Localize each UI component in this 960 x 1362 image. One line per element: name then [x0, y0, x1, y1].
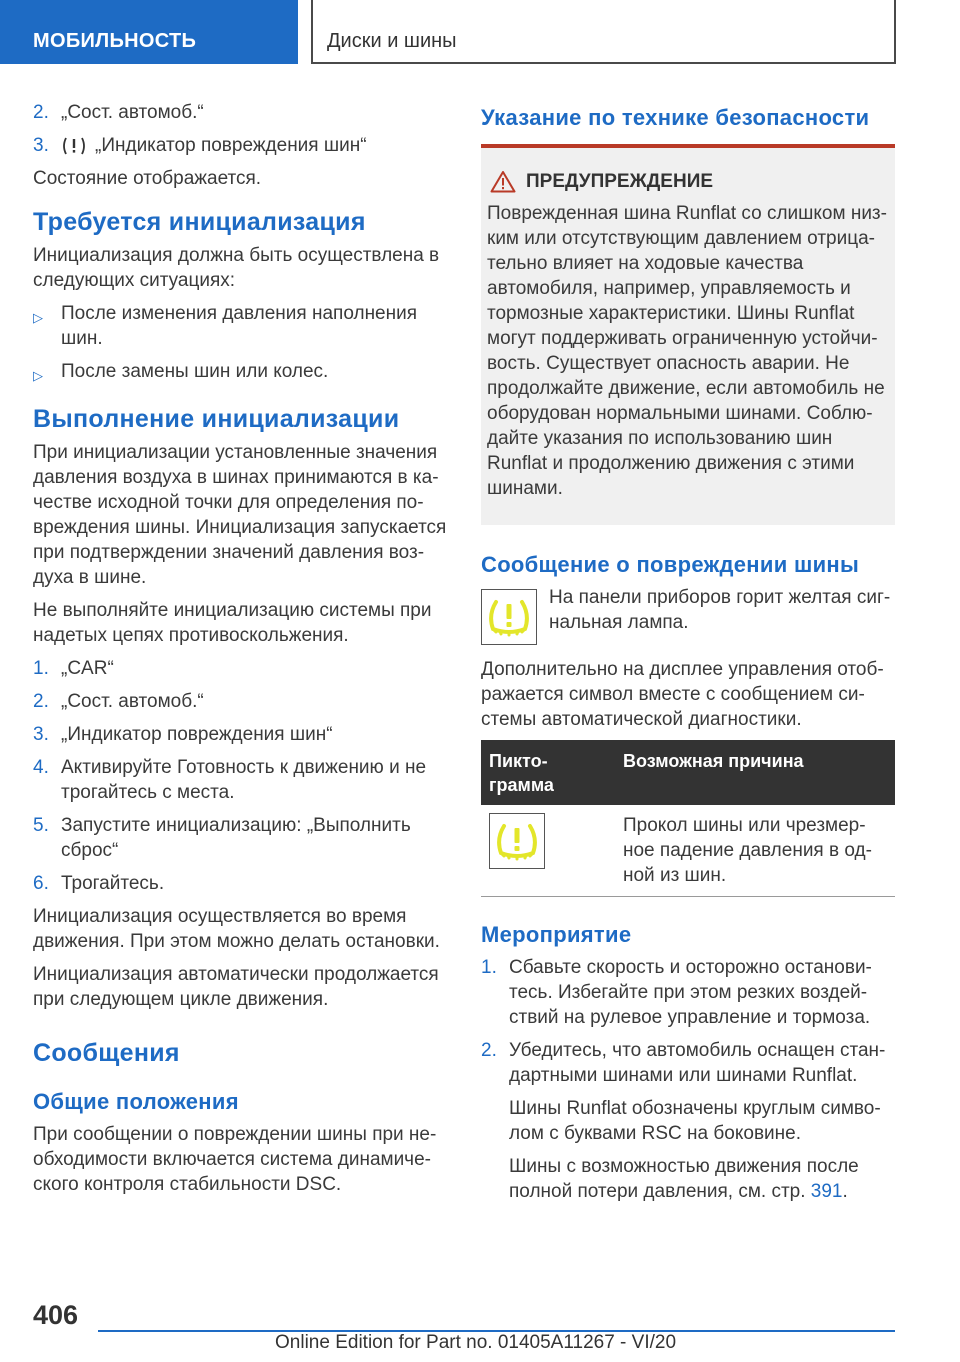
list-item: 5. Запустите инициализацию: „Выполнить сброс“: [33, 815, 411, 861]
table-header-pictogram: Пикто-грамма: [481, 740, 615, 805]
list-item: 2. „Сост. автомоб.“: [33, 102, 204, 123]
page-link-391[interactable]: 391: [810, 1181, 843, 1202]
footer-edition: Online Edition for Part no. 01405A11267 - VI/20: [275, 1332, 677, 1353]
cause-table: [481, 740, 895, 897]
list-item: ▷ После замены шин или колес.: [33, 359, 448, 388]
warning-text: Поврежденная шина Runflat со слишком низ-ким или отсутствующим давлением отрица-тельно влияет на ходовые качества автомобиля, например, управляемость и тормозные характеристики. Шины Runflat могут поддерживать ограниченную устойчи-вость. Существует опасность аварии. Не продолжайте движение, если автомобиль не оборудован нормальными шинами. Соблю-дайте указания по использованию шин Runflat и продолжению движения с этими шинами.: [487, 203, 887, 499]
tire-pressure-warning-icon: [489, 813, 545, 869]
tire-pressure-warning-icon: [61, 135, 87, 157]
heading-tire-message: Сообщение о повреждении шины: [481, 552, 860, 577]
table-row: Прокол шины или чрезмер-ное падение давления в од-ной из шин.: [481, 805, 895, 897]
heading-safety: Указание по технике безопасности: [481, 105, 870, 130]
chapter-title: Диски и шины: [311, 0, 896, 64]
tire-pressure-warning-icon: [481, 589, 537, 645]
list-item: ▷ После изменения давления наполнения шин.: [33, 303, 418, 349]
list-item: 4. Активируйте Готовность к движению и не трогайтесь с места.: [33, 757, 427, 803]
warning-title: ПРЕДУПРЕЖДЕНИЕ: [526, 170, 714, 192]
status-text: Состояние отображается.: [33, 168, 262, 189]
heading-messages: Сообщения: [33, 1039, 180, 1067]
list-item: 1. Сбавьте скорость и осторожно останови-тесь. Избегайте при этом резких воздей-ствий на рулевое управление и тормоза.: [481, 957, 872, 1028]
list-item: 6. Трогайтесь.: [33, 873, 165, 894]
heading-perform-init: Выполнение инициализации: [33, 405, 400, 433]
heading-init-required: Требуется инициализация: [33, 208, 366, 236]
warning-box: [481, 148, 895, 525]
heading-action: Мероприятие: [481, 922, 632, 947]
table-header-cause: Возможная причина: [615, 740, 895, 805]
right-column: Указание по технике безопасности ПРЕДУПРЕЖДЕНИЕ Поврежденная шина Runflat со слишком низ-ким или отсутствующим давлением отрица-тельно влияет на ходовые качества автомобиля, например, управляемость и тормозные характеристики. Шины Runflat могут поддерживать ограниченную устойчи-вость. Существует опасность аварии. Не продолжайте движение, если автомобиль не оборудован нормальными шинами. Соблю-дайте указания по использованию шин Runflat и продолжению движения с этими шинами. Сообщение о повреждении шины На панели приборов горит желтая сиг-нальная лампа. Дополнительно на дисплее управления отоб-ражается символ вместе с сообщением си-стемы автоматической диагностики. Пикто-грамма Возможная причина Прокол шины или чрезмер-ное падение давления в од-ной из шин. Мероприятие 1. Сбавьте скорость и осторожно останови-тесь. Избегайте при этом резких воздей-ствий на рулевое управление и тормоза. 2. Убедитесь, что автомобиль оснащен стан-дартными шинами или шинами Runflat. Шины Runflat обозначены круглым симво-лом с буквами RSC на боковине. Шины с возможностью движения после полной потери давления, см. стр. 391.: [481, 100, 895, 1212]
heading-general: Общие положения: [33, 1089, 239, 1114]
left-column: 2. „Сост. автомоб.“ 3. „Индикатор повреждения шин“ Состояние отображается. Требуется инициализация Инициализация должна быть осуществлена в следующих ситуациях: ▷ После изменения давления наполнения шин. ▷ После замены шин или колес. Выполнение инициализации При инициализации установленные значения давления воздуха в шинах принимаются в ка-честве исходной точки для определения по-вреждения шины. Инициализация запускается при подтверждении значений давления воз-духа в шине. Не выполняйте инициализацию системы при надетых цепях противоскольжения. 1. „CAR“ 2. „Сост. автомоб.“ 3. „Индикатор повреждения шин“ 4. Активируйте Готовность к движению и не трогайтесь с места. 5. Запустите инициализацию: „Выполнить сброс“ 6. Трогайтесь. Инициализация осуществляется во время движения. При этом можно делать остановки. Инициализация автоматически продолжается при следующем цикле движения. Сообщения Общие положения При сообщении о повреждении шины при не-обходимости включается система динамиче-ского контроля стабильности DSC.: [33, 102, 447, 1195]
section-tab: МОБИЛЬНОСТЬ: [0, 0, 298, 64]
list-item: 2. Убедитесь, что автомобиль оснащен стан-дартными шинами или шинами Runflat.: [481, 1040, 886, 1086]
warning-triangle-icon: [490, 170, 516, 193]
page-number: 406: [33, 1300, 79, 1330]
bullet-triangle-icon: ▷: [33, 368, 43, 383]
list-item: 3. „Индикатор повреждения шин“: [33, 135, 367, 156]
bullet-triangle-icon: ▷: [33, 310, 43, 325]
list-item: 2. „Сост. автомоб.“: [33, 691, 204, 712]
list-item: 1. „CAR“: [33, 658, 114, 679]
list-item: 3. „Индикатор повреждения шин“: [33, 724, 333, 745]
